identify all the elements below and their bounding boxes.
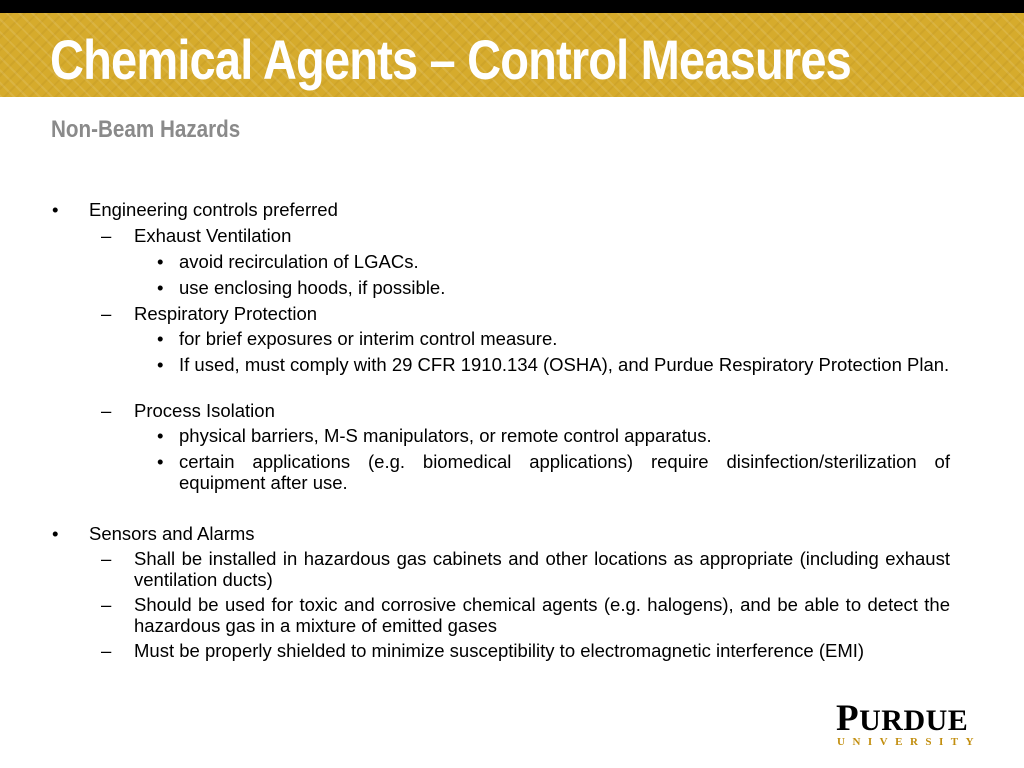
slide-title: Chemical Agents – Control Measures [50, 28, 851, 91]
process-item: physical barriers, M-S manipulators, or remote control apparatus. [179, 425, 712, 446]
bullet-marker: • [157, 277, 164, 298]
logo-tagline: UNIVERSITY [837, 736, 982, 748]
sub-bullet-respiratory-protection: Respiratory Protection [134, 303, 318, 324]
bullet-marker: • [157, 451, 164, 472]
exhaust-item: use enclosing hoods, if possible. [179, 277, 446, 298]
bullet-marker: • [52, 199, 59, 220]
bullet-marker: • [157, 354, 164, 375]
top-bar [0, 0, 1024, 13]
dash-marker: – [101, 548, 112, 569]
logo-wordmark [836, 700, 992, 740]
respiratory-item: for brief exposures or interim control measure. [179, 328, 558, 349]
dash-marker: – [101, 640, 112, 661]
sensors-item: Should be used for toxic and corrosive chemical agents (e.g. halogens), and be able to detect the hazardous gas in a mixture of emitted gases [134, 594, 950, 636]
slide-subtitle: Non-Beam Hazards [51, 116, 241, 143]
exhaust-item: avoid recirculation of LGACs. [179, 251, 419, 272]
sub-bullet-exhaust-ventilation: Exhaust Ventilation [134, 225, 292, 246]
respiratory-item: If used, must comply with 29 CFR 1910.134 (OSHA), and Purdue Respiratory Protection Plan. [179, 354, 950, 375]
dash-marker: – [101, 594, 112, 615]
bullet-marker: • [52, 523, 59, 544]
logo-rest: URDUE [859, 704, 969, 737]
sensors-item: Must be properly shielded to minimize susceptibility to electromagnetic interference (EMI) [134, 640, 865, 661]
purdue-logo [836, 700, 992, 750]
bullet-sensors-alarms: Sensors and Alarms [89, 523, 255, 544]
bullet-engineering-controls: Engineering controls preferred [89, 199, 338, 220]
sensors-item: Shall be installed in hazardous gas cabinets and other locations as appropriate (including exhaust ventilation ducts) [134, 548, 950, 590]
bullet-marker: • [157, 251, 164, 272]
dash-marker: – [101, 225, 112, 246]
dash-marker: – [101, 303, 112, 324]
dash-marker: – [101, 400, 112, 421]
logo-initial: P [836, 698, 860, 739]
bullet-marker: • [157, 425, 164, 446]
bullet-marker: • [157, 328, 164, 349]
sub-bullet-process-isolation: Process Isolation [134, 400, 275, 421]
process-item: certain applications (e.g. biomedical applications) require disinfection/sterilization of equipment after use. [179, 451, 950, 493]
